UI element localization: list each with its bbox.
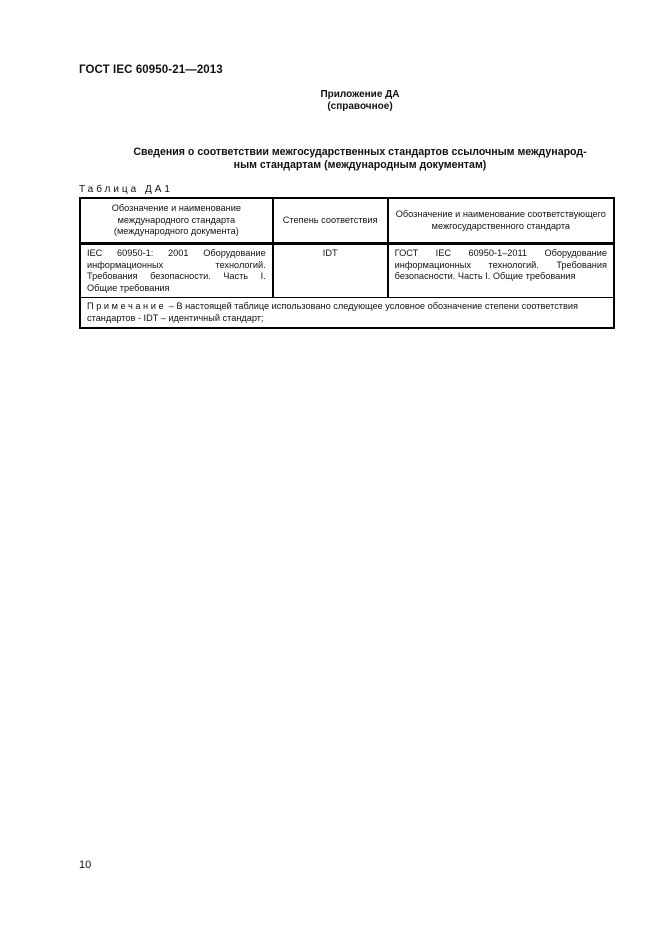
cell-degree: IDT	[273, 244, 388, 298]
table-caption: Таблица ДА1	[79, 184, 173, 195]
correspondence-table	[79, 197, 615, 329]
cell-interstate-standard: ГОСТ IEC 60950-1–2011 Оборудование информационных технологий. Требования безопасности. Часть I. Общие требования	[388, 244, 614, 298]
table-row	[80, 244, 614, 298]
table-header-row	[80, 198, 614, 244]
note-label: Примечание	[87, 301, 167, 311]
column-header-international-standard: Обозначение и наименование международного стандарта (международного документа)	[80, 198, 273, 244]
cell-international-standard: IEC 60950-1: 2001 Оборудование информационных технологий. Требования безопасности. Часть I. Общие требования	[80, 244, 273, 298]
page-number: 10	[79, 859, 92, 871]
section-title-line-2: ным стандартам (международным документам)	[233, 159, 487, 171]
annex-subtitle: (справочное)	[327, 101, 393, 112]
column-header-interstate-standard: Обозначение и наименование соответствующего межгосударственного стандарта	[388, 198, 614, 244]
annex-title: Приложение ДА	[320, 89, 400, 100]
document-code: ГОСТ IEC 60950-21—2013	[79, 64, 223, 76]
column-header-degree: Степень соответствия	[273, 198, 388, 244]
table-note	[80, 298, 614, 329]
note-text: – В настоящей таблице использовано следующее условное обозначение степени соответствия стандартов - IDT – идентичный стандарт;	[87, 301, 578, 323]
section-title	[110, 146, 610, 172]
table-note-row	[80, 298, 614, 329]
section-title-line-1: Сведения о соответствии межгосударственных стандартов ссылочным международ-	[133, 146, 587, 158]
annex-heading	[300, 89, 420, 113]
